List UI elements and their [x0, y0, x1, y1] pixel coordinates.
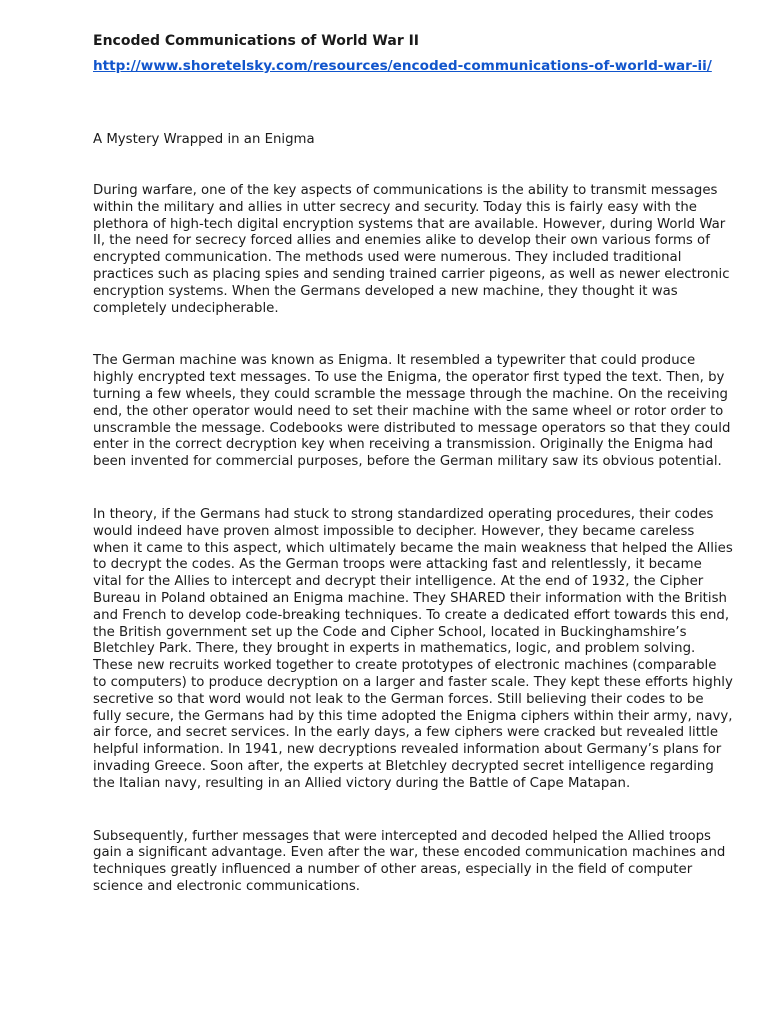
paragraph-3: In theory, if the Germans had stuck to strong standardized operating procedures, their codes would indeed have proven almost impossible to decipher. However, they became careless when it came to this aspect, which ultimately became the main weakness that helped the Allies to decrypt the codes. As the German troops were attacking fast and relentlessly, it became vital for the Allies to intercept and decrypt their intelligence. At the end of 1932, the Cipher Bureau in Poland obtained an Enigma machine. They SHARED their information with the British and French to develop code-breaking techniques. To create a dedicated effort towards this end, the British government set up the Code and Cipher School, located in Buckinghamshire’s Bletchley Park. There, they brought in experts in mathematics, logic, and problem solving. These new recruits worked together to create prototypes of electronic machines (comparable to computers) to produce decryption on a larger and faster scale. They kept these efforts highly secretive so that word would not leak to the German forces. Still believing their codes to be fully secure, the Germans had by this time adopted the Enigma ciphers within their army, navy, air force, and secret services. In the early days, a few ciphers were cracked but revealed little helpful information. In 1941, new decryptions revealed information about Germany’s plans for invading Greece. Soon after, the experts at Bletchley decrypted secret intelligence regarding the Italian navy, resulting in an Allied victory during the Battle of Cape Matapan.: [93, 506, 733, 791]
document-page: [93, 32, 733, 932]
paragraph-2: The German machine was known as Enigma. It resembled a typewriter that could produce highly encrypted text messages. To use the Enigma, the operator first typed the text. Then, by turning a few wheels, they could scramble the message through the machine. On the receiving end, the other operator would need to set their machine with the same wheel or rotor order to unscramble the message. Codebooks were distributed to message operators so that they could enter in the correct decryption key when receiving a transmission. Originally the Enigma had been invented for commercial purposes, before the German military saw its obvious potential.: [93, 353, 731, 470]
paragraph-1: During warfare, one of the key aspects of communications is the ability to transmit messages within the military and allies in utter secrecy and security. Today this is fairly easy with the plethora of high-tech digital encryption systems that are available. However, during World War II, the need for secrecy forced allies and enemies alike to develop their own various forms of encrypted communication. The methods used were numerous. They included traditional practices such as placing spies and sending trained carrier pigeons, as well as newer electronic encryption systems. When the Germans developed a new machine, they thought it was completely undecipherable.: [93, 183, 730, 316]
section-subtitle: A Mystery Wrapped in an Enigma: [93, 132, 315, 147]
paragraph-4: Subsequently, further messages that were intercepted and decoded helped the Allied troops gain a significant advantage. Even after the war, these encoded communication machines and techniques greatly influenced a number of other areas, especially in the field of computer science and electronic communications.: [93, 828, 726, 894]
source-link[interactable]: http://www.shoretelsky.com/resources/encoded-communications-of-world-war-ii/: [93, 58, 712, 74]
document-title: Encoded Communications of World War II: [93, 33, 420, 49]
